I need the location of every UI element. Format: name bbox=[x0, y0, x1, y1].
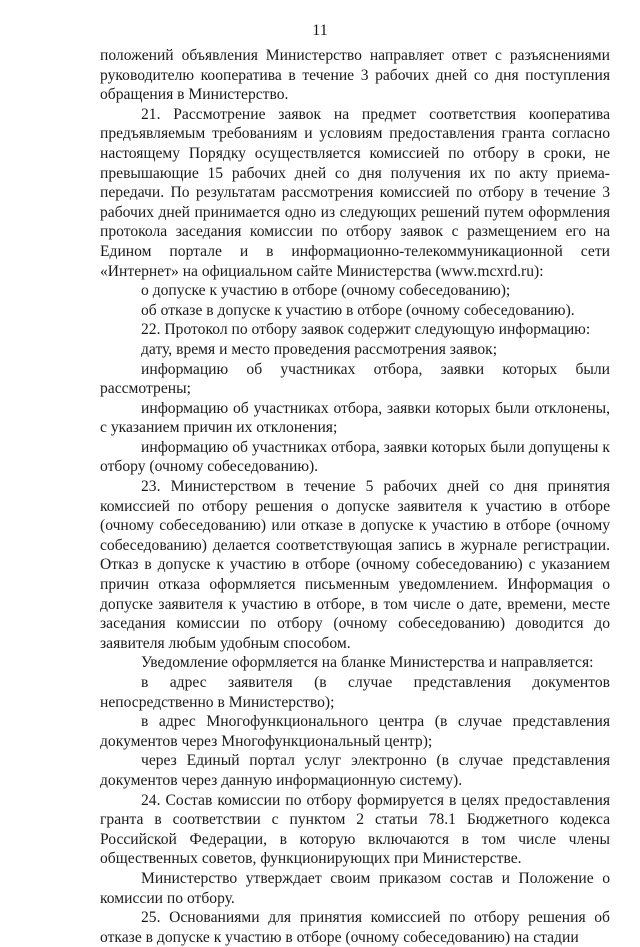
list-item-rejected: информацию об участниках отбора, заявки которых были отклонены, с указанием причин их отклонения; bbox=[100, 399, 610, 437]
paragraph-21: 21. Рассмотрение заявок на предмет соответствия кооператива предъявляемым требованиям и условиям предоставления гранта согласно настоящему Порядку осуществляется комиссией по отбору в сроки, не превышающие 15 рабочих дней со дня получения их по акту приема-передачи. По результатам рассмотрения комиссией по отбору в течение 3 рабочих дней принимается одно из следующих решений путем оформления протокола заседания комиссии по отбору заявок с размещением его на Едином портале и в информационно-телекоммуникационной сети «Интернет» на официальном сайте Министерства (www.mcxrd.ru): bbox=[100, 105, 610, 280]
paragraph-24: 24. Состав комиссии по отбору формируется в целях предоставления гранта в соответствии с пунктом 2 статьи 78.1 Бюджетного кодекса Российской Федерации, в которую включаются в том числе члены общественных советов, функционирующих при Министерстве. bbox=[100, 791, 610, 868]
paragraph-ministry-approves: Министерство утверждает своим приказом состав и Положение о комиссии по отбору. bbox=[100, 869, 610, 907]
list-item-reviewed: информацию об участниках отбора, заявки которых были рассмотрены; bbox=[100, 360, 610, 398]
list-item-admitted: информацию об участниках отбора, заявки которых были допущены к отбору (очному собеседованию). bbox=[100, 438, 610, 476]
document-body bbox=[100, 46, 610, 947]
list-item-refusal: об отказе в допуске к участию в отборе (очному собеседованию). bbox=[141, 301, 575, 319]
list-item-mfc-address: в адрес Многофункционального центра (в случае представления документов через Многофункциональный центр); bbox=[100, 713, 610, 750]
paragraph-22: 22. Протокол по отбору заявок содержит следующую информацию: bbox=[141, 321, 591, 339]
paragraph-23: 23. Министерством в течение 5 рабочих дней со дня принятия комиссией по отбору решения о допуске заявителя к участию в отборе (очному собеседованию) или отказе в допуске к участию в отборе (очному собеседованию) делается соответствующая запись в журнале регистрации. Отказ в допуске к участию в отборе (очному собеседованию) с указанием причин отказа оформляется письменным уведомлением. Информация о допуске заявителя к участию в отборе, в том числе о дате, времени, месте заседания комиссии по отбору (очному собеседованию) доводится до заявителя любым удобным способом. bbox=[100, 478, 610, 652]
paragraph-notification: Уведомление оформляется на бланке Министерства и направляется: bbox=[141, 654, 594, 672]
list-item-applicant-address: в адрес заявителя (в случае представления документов непосредственно в Министерство); bbox=[100, 674, 610, 711]
list-item-date-time-place: дату, время и место проведения рассмотрения заявок; bbox=[141, 340, 498, 358]
paragraph-25: 25. Основаниями для принятия комиссией по отбору решения об отказе в допуске к участию в отборе (очному собеседованию) на стадии bbox=[100, 909, 610, 946]
paragraph-continuation: положений объявления Министерство направляет ответ с разъяснениями руководителю кооператива в течение 3 рабочих дней со дня поступления обращения в Министерство. bbox=[100, 47, 610, 104]
list-item-unified-portal: через Единый портал услуг электронно (в случае представления документов через данную информационную систему). bbox=[100, 752, 610, 789]
page-number: 11 bbox=[312, 22, 328, 39]
list-item-admission: о допуске к участию в отборе (очному собеседованию); bbox=[141, 282, 511, 300]
